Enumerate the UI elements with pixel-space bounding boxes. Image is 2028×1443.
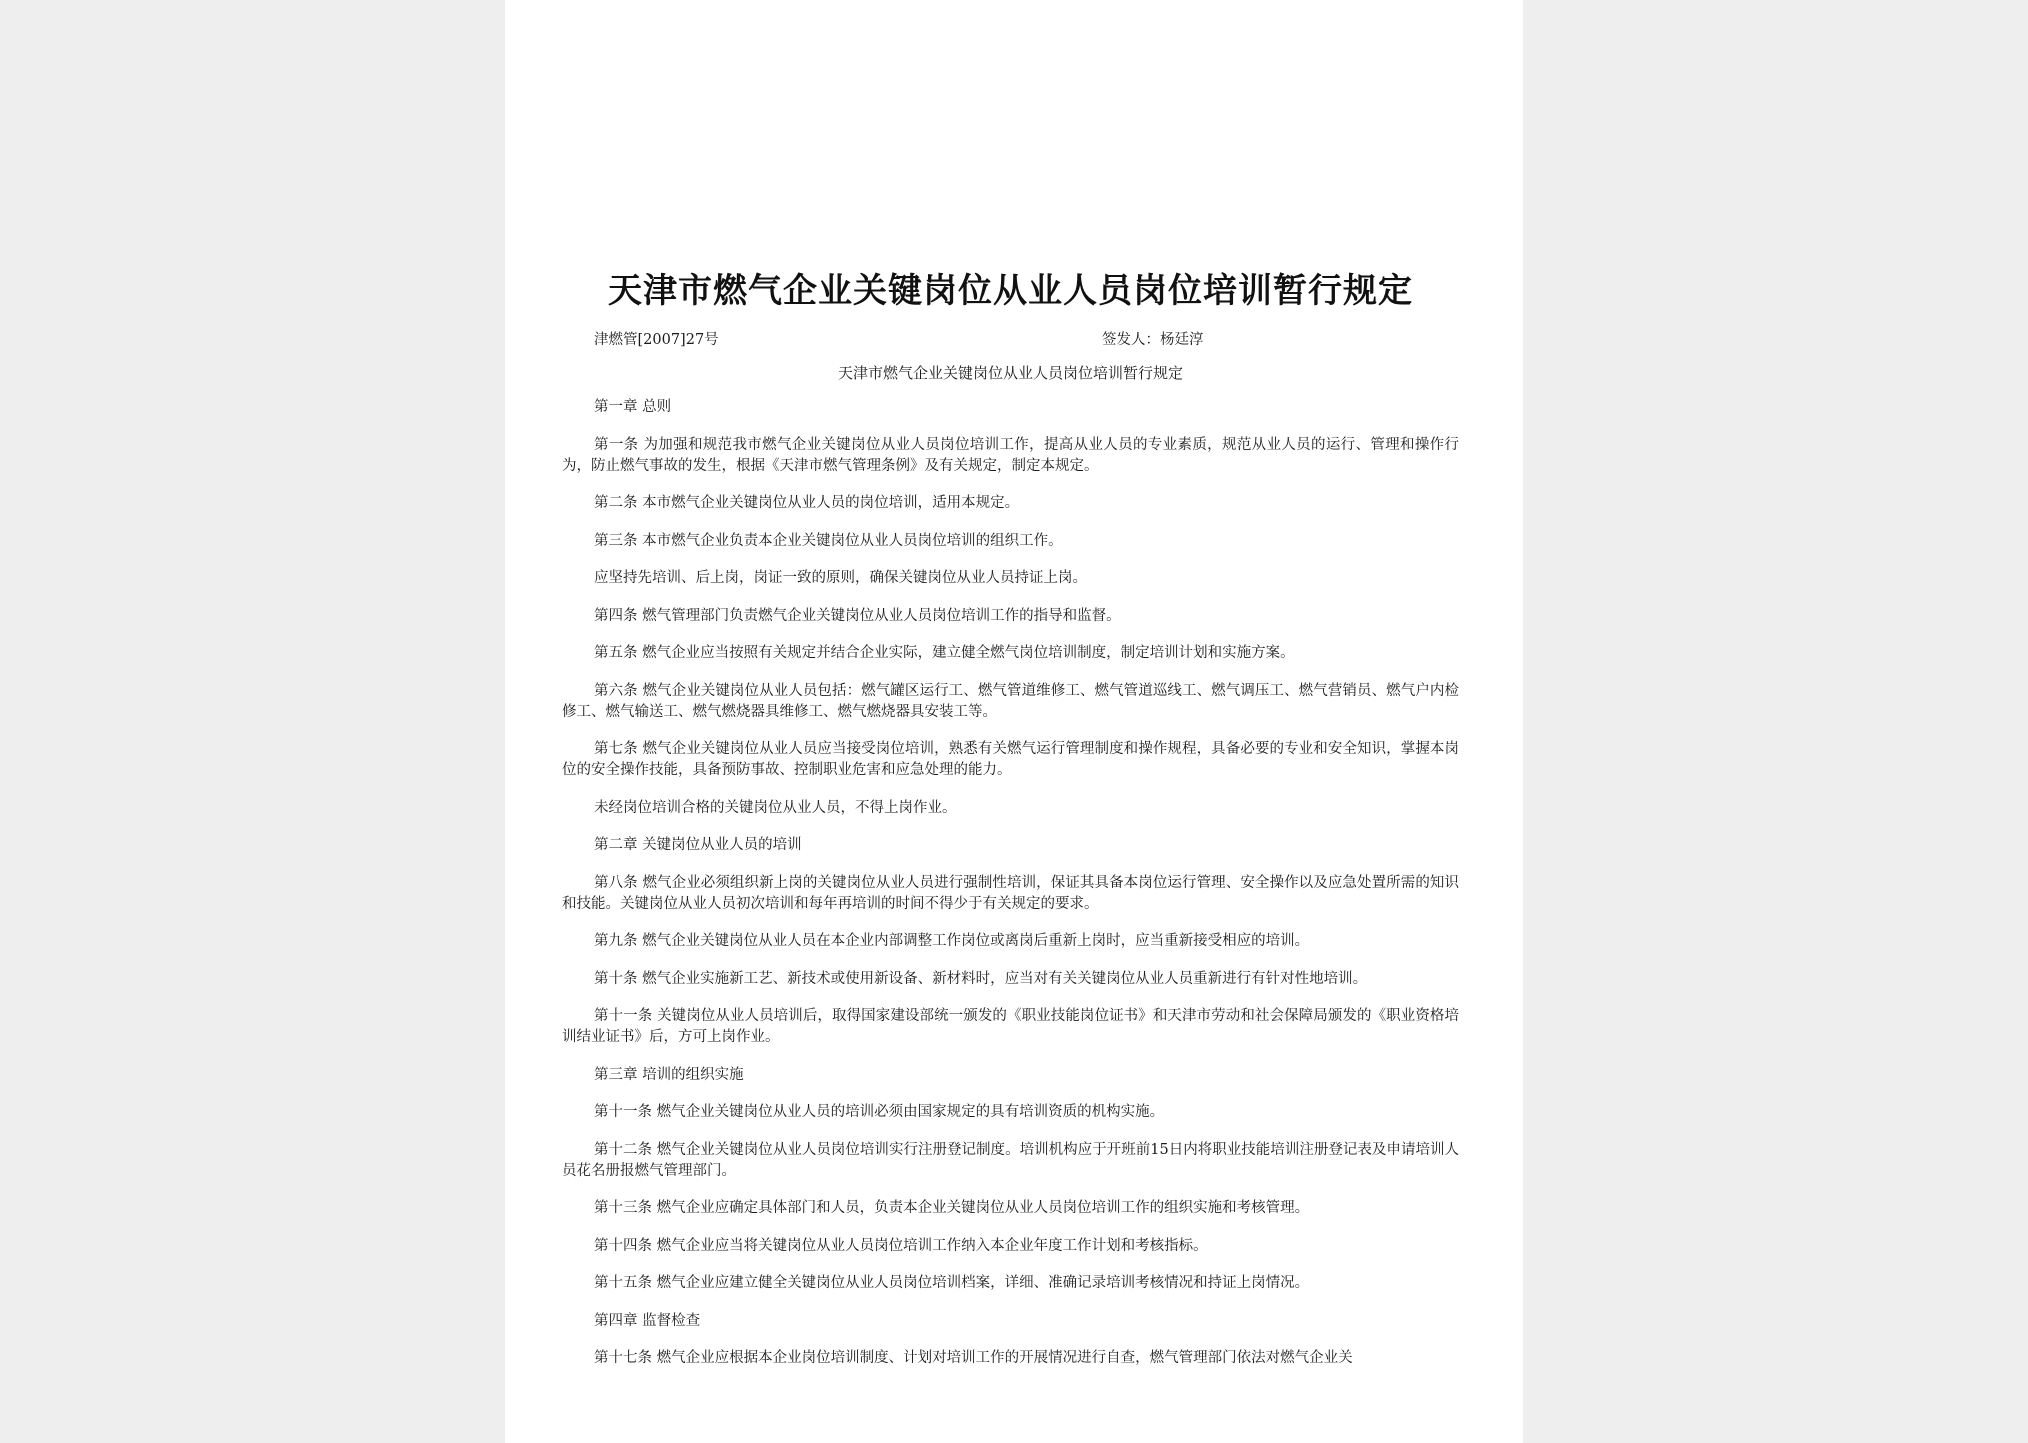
article-paragraph: 第十一条 燃气企业关键岗位从业人员的培训必须由国家规定的具有培训资质的机构实施。 [594,1104,1165,1120]
article-paragraph: 第四条 燃气管理部门负责燃气企业关键岗位从业人员岗位培训工作的指导和监督。 [594,607,1121,624]
document-subtitle: 天津市燃气企业关键岗位从业人员岗位培训暂行规定 [837,364,1183,382]
chapter-heading: 第一章 总则 [594,399,672,415]
article-paragraph: 第十四条 燃气企业应当将关键岗位从业人员岗位培训工作纳入本企业年度工作计划和考核指标。 [594,1237,1208,1254]
article-paragraph: 第九条 燃气企业关键岗位从业人员在本企业内部调整工作岗位或离岗后重新上岗时，应当重新接受相应的培训。 [594,933,1310,949]
article-paragraph: 第二条 本市燃气企业关键岗位从业人员的岗位培训，适用本规定。 [594,495,1020,511]
chapter-heading: 第二章 关键岗位从业人员的培训 [594,837,802,853]
article-paragraph: 第十三条 燃气企业应确定具体部门和人员，负责本企业关键岗位从业人员岗位培训工作的组织实施和考核管理。 [594,1200,1310,1216]
article-paragraph: 第十一条 关键岗位从业人员培训后，取得国家建设部统一颁发的《职业技能岗位证书》和天津市劳动和社会保障局颁发的《职业资格培训结业证书》后，方可上岗作业。 [562,1008,1459,1045]
article-paragraph: 应坚持先培训、后上岗，岗证一致的原则，确保关键岗位从业人员持证上岗。 [594,570,1087,586]
article-paragraph: 第六条 燃气企业关键岗位从业人员包括：燃气罐区运行工、燃气管道维修工、燃气管道巡线工、燃气调压工、燃气营销员、燃气户内检修工、燃气输送工、燃气燃烧器具维修工、燃气燃烧器具安装工等。 [562,682,1459,720]
chapter-heading: 第三章 培训的组织实施 [594,1066,744,1083]
document-number: 津燃管[2007]27号 [594,332,719,348]
document-meta-row [562,324,1459,350]
document-signer: 签发人：杨廷淳 [1102,332,1204,348]
article-paragraph: 第十条 燃气企业实施新工艺、新技术或使用新设备、新材料时，应当对有关关键岗位从业人员重新进行有针对性地培训。 [594,970,1368,987]
article-paragraph: 第八条 燃气企业必须组织新上岗的关键岗位从业人员进行强制性培训，保证其具备本岗位运行管理、安全操作以及应急处置所需的知识和技能。关键岗位从业人员初次培训和每年再培训的时间不得少于有关规定的要求。 [562,874,1459,912]
document-page [505,0,1523,1443]
article-paragraph: 第一条 为加强和规范我市燃气企业关键岗位从业人员岗位培训工作，提高从业人员的专业素质，规范从业人员的运行、管理和操作行为，防止燃气事故的发生，根据《天津市燃气管理条例》及有关规定，制定本规定。 [562,436,1459,474]
article-paragraph: 第十二条 燃气企业关键岗位从业人员岗位培训实行注册登记制度。培训机构应于开班前15日内将职业技能培训注册登记表及申请培训人员花名册报燃气管理部门。 [562,1141,1459,1179]
article-paragraph: 第七条 燃气企业关键岗位从业人员应当接受岗位培训，熟悉有关燃气运行管理制度和操作规程，具备必要的专业和安全知识，掌握本岗位的安全操作技能，具备预防事故、控制职业危害和应急处理的能力。 [562,741,1459,778]
article-paragraph: 未经岗位培训合格的关键岗位从业人员，不得上岗作业。 [594,799,957,816]
article-paragraph: 第十七条 燃气企业应根据本企业岗位培训制度、计划对培训工作的开展情况进行自查，燃气管理部门依法对燃气企业关 [594,1350,1353,1366]
document-title: 天津市燃气企业关键岗位从业人员岗位培训暂行规定 [608,271,1413,311]
article-paragraph: 第三条 本市燃气企业负责本企业关键岗位从业人员岗位培训的组织工作。 [594,532,1063,549]
article-paragraph: 第五条 燃气企业应当按照有关规定并结合企业实际，建立健全燃气岗位培训制度，制定培训计划和实施方案。 [594,645,1295,661]
article-paragraph: 第十五条 燃气企业应建立健全关键岗位从业人员岗位培训档案，详细、准确记录培训考核情况和持证上岗情况。 [594,1275,1310,1291]
chapter-heading: 第四章 监督检查 [594,1312,701,1329]
